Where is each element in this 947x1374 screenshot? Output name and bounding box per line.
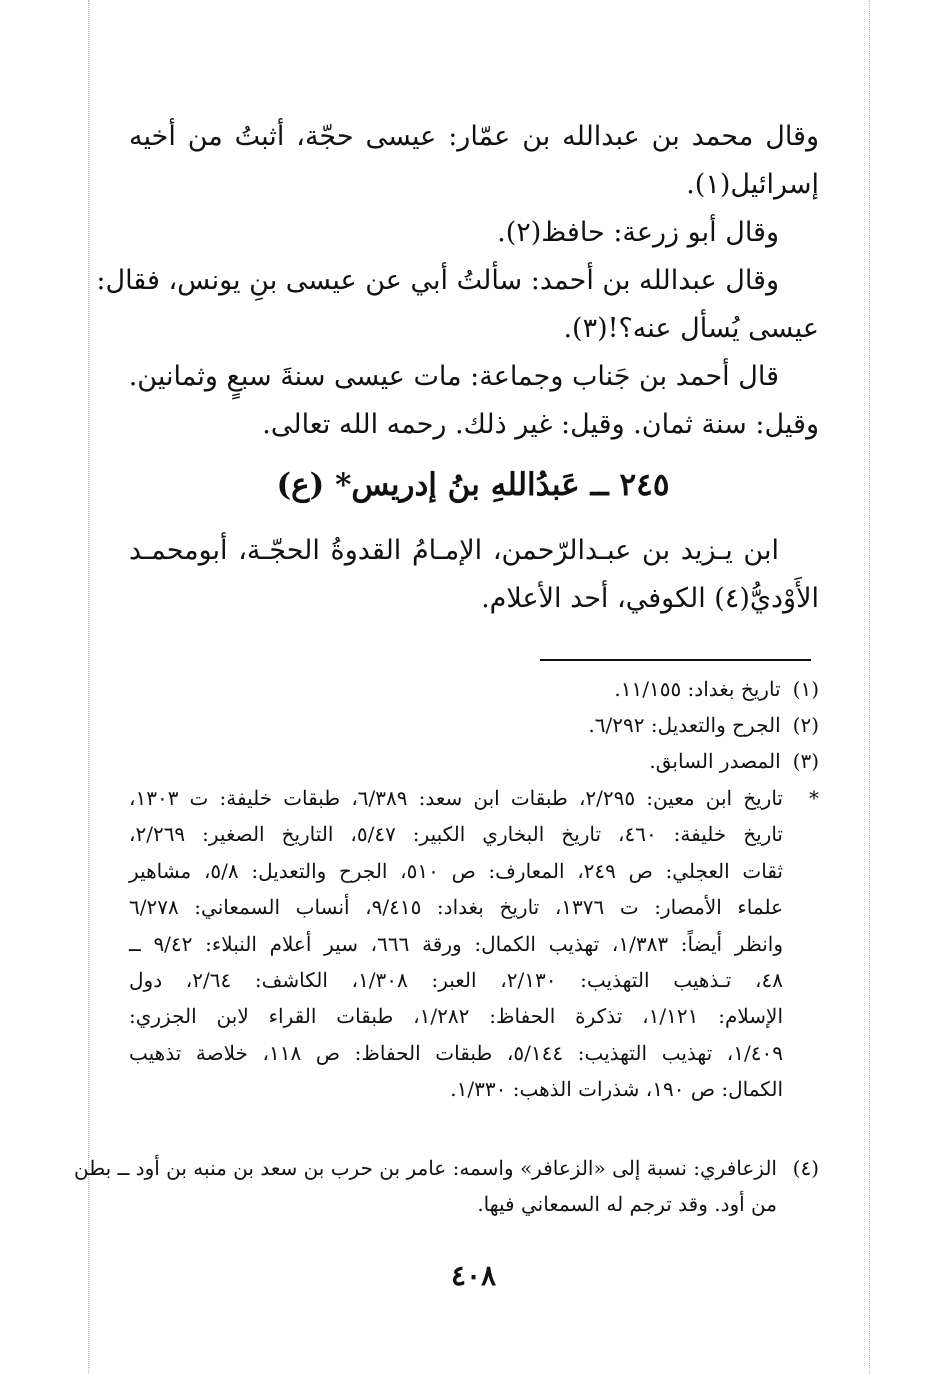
footnote-3 bbox=[129, 743, 819, 779]
body-line-5: عيسى يُسأل عنه؟!(٣). bbox=[563, 313, 819, 344]
footnote-star-line-6: ٤٨، تـذهيب التهذيب: ٢/١٣٠، العبر: ١/٣٠٨، الكاشف: ٢/٦٤، دول bbox=[129, 967, 783, 992]
footnote-text-3: المصدر السابق. bbox=[649, 749, 781, 773]
footnote-star-line-5: وانظر أيضاً: ١/٣٨٣، تهذيب الكمال: ورقة ٦٦٦، سير أعلام النبلاء: ٩/٤٢ ــ bbox=[129, 931, 784, 956]
body-line-7: وقيل: سنة ثمان. وقيل: غير ذلك. رحمه الله تعالى. bbox=[262, 409, 819, 440]
footnote-star-line-4: علماء الأمصار: ت ١٣٧٦، تاريخ بغداد: ٩/٤١٥، أنساب السمعاني: ٦/٢٧٨ bbox=[129, 895, 783, 920]
footnote-text-2: الجرح والتعديل: ٦/٢٩٢. bbox=[588, 713, 781, 737]
footnote-marker-3: (٣) bbox=[792, 749, 819, 773]
footnote-separator bbox=[540, 659, 811, 661]
footnote-star-line-8: ١/٤٠٩، تهذيب التهذيب: ٥/١٤٤، طبقات الحفاظ: ص ١١٨، خلاصة تذهيب bbox=[129, 1040, 783, 1065]
footnote-star-line-2: تاريخ خليفة: ٤٦٠، تاريخ البخاري الكبير: ٥/٤٧، التاريخ الصغير: ٢/٢٦٩، bbox=[129, 822, 783, 847]
footnote-star-line-1: تاريخ ابن معين: ٢/٢٩٥، طبقات ابن سعد: ٦/٣٨٩، طبقات خليفة: ت ١٣٠٣، bbox=[129, 786, 783, 810]
footnote-star-line-3: ثقات العجلي: ص ٢٤٩، المعارف: ص ٥١٠، الجرح والتعديل: ٥/٨، مشاهير bbox=[129, 858, 784, 883]
body-line-1: وقال محمد بن عبدالله بن عمّار: عيسى حجّة، أثبتُ من أخيه bbox=[129, 121, 819, 152]
footnote-star-line-9: الكمال: ص ١٩٠، شذرات الذهب: ١/٣٣٠. bbox=[450, 1077, 783, 1102]
footnote-star-line-7: الإسلام: ١/١٢١، تذكرة الحفاظ: ١/٢٨٢، طبقات القراء لابن الجزري: bbox=[129, 1004, 783, 1029]
footnote-2 bbox=[129, 707, 819, 743]
footnote-4 bbox=[74, 1150, 777, 1223]
entry-line-1: ابن يـزيد بن عبـدالرّحمن، الإمـامُ القدوةُ الحجّـة، أبومحمـد bbox=[129, 535, 779, 566]
footnote-star-marker: * bbox=[809, 786, 819, 810]
page-number: ٤٠٨ bbox=[450, 1259, 497, 1292]
footnote-star bbox=[129, 780, 783, 1108]
footnote-text-1: تاريخ بغداد: ١١/١٥٥. bbox=[614, 677, 781, 701]
page-border-right bbox=[869, 0, 870, 1374]
footnote-4-line-2: من أود. وقد ترجم له السمعاني فيها. bbox=[477, 1192, 777, 1217]
footnote-1 bbox=[129, 671, 819, 707]
footnote-marker-4: (٤) bbox=[792, 1156, 819, 1180]
body-line-6: قال أحمد بن جَناب وجماعة: مات عيسى سنةَ سبعٍ وثمانين. bbox=[128, 361, 779, 392]
body-line-3: وقال أبو زرعة: حافظ(٢). bbox=[497, 217, 779, 248]
footnote-marker-1: (١) bbox=[792, 677, 819, 701]
body-line-2: إسرائيل(١). bbox=[686, 169, 819, 200]
body-line-4: وقال عبدالله بن أحمد: سألتُ أبي عن عيسى بنِ يونس، فقال: bbox=[96, 265, 779, 296]
footnote-marker-2: (٢) bbox=[792, 713, 819, 737]
entry-heading: ٢٤٥ ــ عَبدُاللهِ بنُ إدريس* (ع) bbox=[276, 467, 670, 503]
entry-line-2: الأَوْديُّ(٤) الكوفي، أحد الأعلام. bbox=[481, 583, 819, 614]
footnote-4-line-1: الزعافري: نسبة إلى «الزعافر» واسمه: عامر بن حرب بن سعد بن منبه بن أود ــ بطن bbox=[74, 1156, 777, 1180]
